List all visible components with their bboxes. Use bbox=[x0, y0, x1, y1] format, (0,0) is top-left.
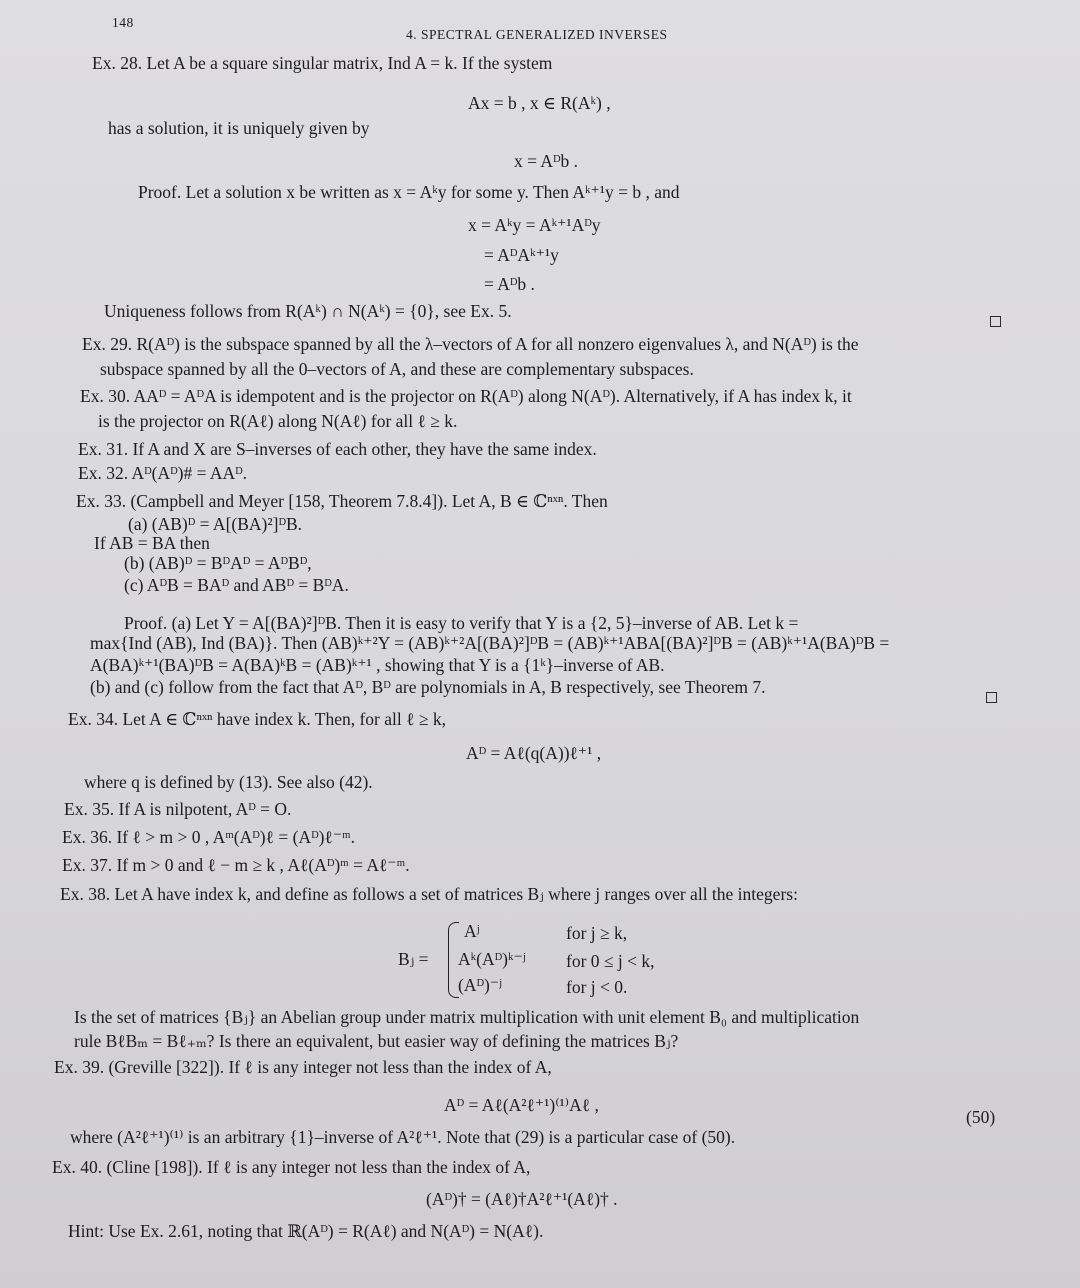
text-line: Aᴰ = Aℓ(q(A))ℓ⁺¹ , bbox=[466, 743, 602, 763]
text-line: Proof. Let a solution x be written as x = Aᵏy for some y. Then Aᵏ⁺¹y = b , and bbox=[138, 182, 680, 202]
text-line: Ex. 33. (Campbell and Meyer [158, Theorem 7.8.4]). Let A, B ∈ ℂⁿˣⁿ. Then bbox=[76, 491, 608, 511]
case-condition: for j ≥ k, bbox=[566, 923, 628, 943]
case-expr: Aᵏ(Aᴰ)ᵏ⁻ʲ bbox=[458, 949, 526, 969]
text-line: Ex. 34. Let A ∈ ℂⁿˣⁿ have index k. Then, for all ℓ ≥ k, bbox=[68, 709, 446, 729]
text-line: Ex. 35. If A is nilpotent, Aᴰ = O. bbox=[64, 799, 292, 819]
running-title: 4. SPECTRAL GENERALIZED INVERSES bbox=[406, 27, 668, 42]
qed-symbol bbox=[990, 316, 1001, 327]
text-line: If AB = BA then bbox=[94, 533, 210, 553]
text-line: Ex. 30. AAᴰ = AᴰA is idempotent and is the projector on R(Aᴰ) along N(Aᴰ). Alternatively, if A has index k, it bbox=[80, 386, 852, 406]
text-line: Ex. 38. Let A have index k, and define as follows a set of matrices Bⱼ where j ranges over all the integers: bbox=[60, 884, 798, 904]
text-line: where (A²ℓ⁺¹)⁽¹⁾ is an arbitrary {1}–inverse of A²ℓ⁺¹. Note that (29) is a particular case of (50). bbox=[70, 1127, 736, 1147]
text-line: (c) AᴰB = BAᴰ and ABᴰ = BᴰA. bbox=[124, 575, 349, 595]
text-line: Ex. 37. If m > 0 and ℓ − m ≥ k , Aℓ(Aᴰ)ᵐ = Aℓ⁻ᵐ. bbox=[62, 855, 410, 875]
text-line: Ax = b , x ∈ R(Aᵏ) , bbox=[468, 93, 611, 113]
text-line: (Aᴰ)† = (Aℓ)†A²ℓ⁺¹(Aℓ)† . bbox=[426, 1189, 618, 1209]
text-line: is the projector on R(Aℓ) along N(Aℓ) for all ℓ ≥ k. bbox=[98, 411, 458, 431]
case-condition: for 0 ≤ j < k, bbox=[566, 951, 655, 971]
text-line: where q is defined by (13). See also (42). bbox=[84, 772, 373, 792]
text-line: Ex. 32. Aᴰ(Aᴰ)# = AAᴰ. bbox=[78, 463, 248, 483]
cases-lhs: Bⱼ = bbox=[398, 949, 429, 969]
text-line: Ex. 36. If ℓ > m > 0 , Aᵐ(Aᴰ)ℓ = (Aᴰ)ℓ⁻ᵐ. bbox=[62, 827, 355, 847]
text-line: Ex. 31. If A and X are S–inverses of each other, they have the same index. bbox=[78, 439, 597, 459]
text-line: subspace spanned by all the 0–vectors of A, and these are complementary subspaces. bbox=[100, 359, 694, 379]
text-line: Is the set of matrices {Bⱼ} an Abelian group under matrix multiplication with unit element B₀ and multiplication bbox=[74, 1007, 860, 1027]
case-condition: for j < 0. bbox=[566, 977, 628, 997]
text-line: Uniqueness follows from R(Aᵏ) ∩ N(Aᵏ) = {0}, see Ex. 5. bbox=[104, 301, 512, 321]
text-line: Ex. 40. (Cline [198]). If ℓ is any integer not less than the index of A, bbox=[52, 1157, 531, 1177]
text-line: (a) (AB)ᴰ = A[(BA)²]ᴰB. bbox=[128, 514, 303, 534]
text-line: x = Aᴰb . bbox=[514, 151, 579, 171]
text-line: (b) and (c) follow from the fact that Aᴰ, Bᴰ are polynomials in A, B respectively, see Theorem 7. bbox=[90, 677, 766, 697]
text-line: Ex. 28. Let A be a square singular matrix, Ind A = k. If the system bbox=[92, 53, 553, 73]
text-line: has a solution, it is uniquely given by bbox=[108, 118, 370, 138]
text-line: Proof. (a) Let Y = A[(BA)²]ᴰB. Then it is easy to verify that Y is a {2, 5}–inverse of AB. Let k = bbox=[124, 613, 799, 633]
text-line: = Aᴰb . bbox=[484, 274, 535, 294]
page-number: 148 bbox=[112, 15, 134, 30]
text-line: Hint: Use Ex. 2.61, noting that ℝ(Aᴰ) = R(Aℓ) and N(Aᴰ) = N(Aℓ). bbox=[68, 1221, 544, 1241]
text-line: Aᴰ = Aℓ(A²ℓ⁺¹)⁽¹⁾Aℓ , bbox=[444, 1095, 599, 1115]
text-line: (b) (AB)ᴰ = BᴰAᴰ = AᴰBᴰ, bbox=[124, 553, 312, 573]
cases-definition bbox=[398, 920, 698, 1000]
text-line: Ex. 29. R(Aᴰ) is the subspace spanned by all the λ–vectors of A for all nonzero eigenvalues λ, and N(Aᴰ) is the bbox=[82, 334, 859, 354]
text-line: A(BA)ᵏ⁺¹(BA)ᴰB = A(BA)ᵏB = (AB)ᵏ⁺¹ , showing that Y is a {1ᵏ}–inverse of AB. bbox=[90, 655, 665, 675]
text-line: max{Ind (AB), Ind (BA)}. Then (AB)ᵏ⁺²Y = (AB)ᵏ⁺²A[(BA)²]ᴰB = (AB)ᵏ⁺¹ABA[(BA)²]ᴰB = (AB)ᵏ⁺¹A(BA)ᴰB = bbox=[90, 633, 890, 653]
text-line: = AᴰAᵏ⁺¹y bbox=[484, 245, 559, 265]
qed-symbol bbox=[986, 692, 997, 703]
case-expr: Aʲ bbox=[464, 921, 480, 941]
equation-number: (50) bbox=[966, 1107, 996, 1127]
text-line: rule BℓBₘ = Bℓ₊ₘ? Is there an equivalent, but easier way of defining the matrices Bⱼ? bbox=[74, 1031, 679, 1051]
text-line: Ex. 39. (Greville [322]). If ℓ is any integer not less than the index of A, bbox=[54, 1057, 552, 1077]
text-line: x = Aᵏy = Aᵏ⁺¹Aᴰy bbox=[468, 215, 601, 235]
case-expr: (Aᴰ)⁻ʲ bbox=[458, 975, 502, 995]
